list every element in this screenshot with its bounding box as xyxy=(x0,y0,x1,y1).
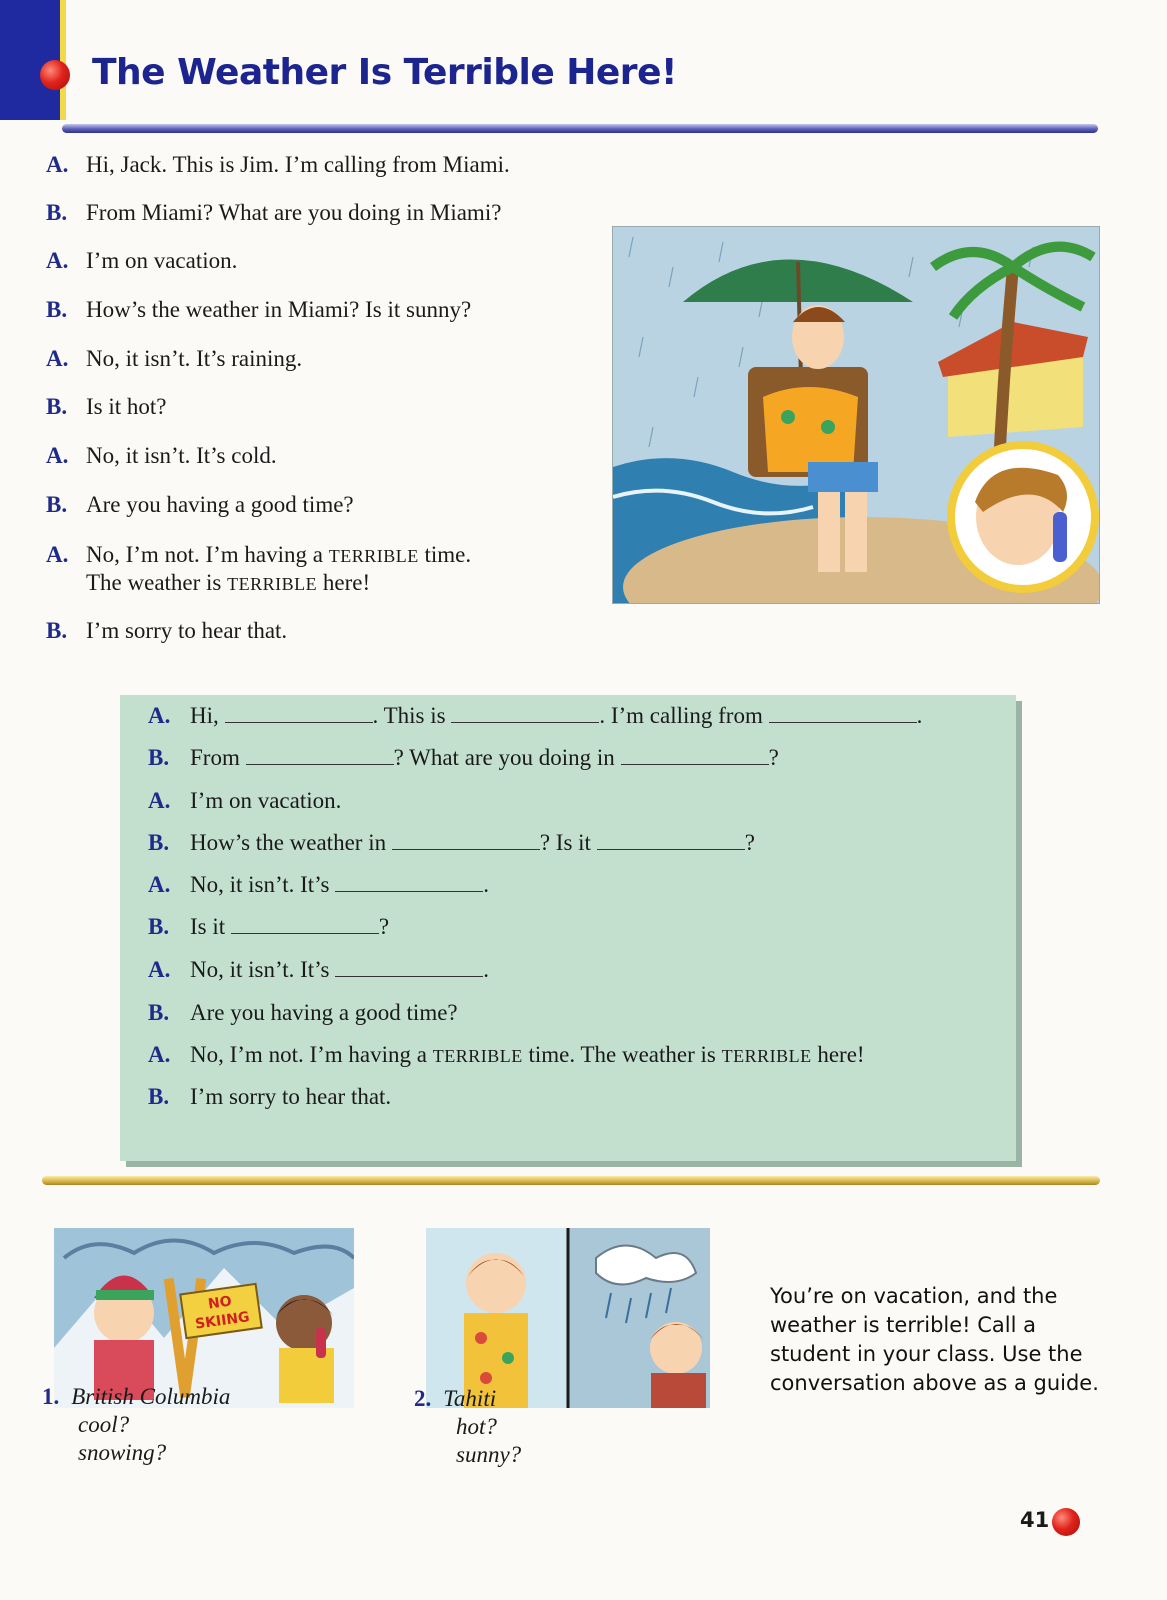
practice-line: B. Is it ? xyxy=(148,914,390,939)
practice-line: B. How’s the weather in ? Is it ? xyxy=(148,830,755,855)
title-divider xyxy=(62,124,1098,133)
blank-city[interactable] xyxy=(621,746,769,765)
beach-rain-illustration xyxy=(612,226,1100,604)
no-skiing-sign: NO SKIING xyxy=(179,1283,263,1339)
cue-2-question-1: hot? xyxy=(456,1414,497,1439)
cue-2: 2. Tahiti xyxy=(414,1386,497,1411)
practice-line: B. Are you having a good time? xyxy=(148,1000,458,1025)
practice-line: A. No, it isn’t. It’s . xyxy=(148,957,490,982)
blank-weather[interactable] xyxy=(597,831,745,850)
blank-weather[interactable] xyxy=(335,873,483,892)
dialogue-line: B. I’m sorry to hear that. xyxy=(46,618,288,643)
page-title: The Weather Is Terrible Here! xyxy=(92,52,677,93)
dialogue-line: B. Are you having a good time? xyxy=(46,492,354,517)
header-yellow-stripe xyxy=(60,0,66,120)
practice-line: A. Hi, . This is . I’m calling from . xyxy=(148,703,923,728)
practice-line: A. No, I’m not. I’m having a TERRIBLE time. The weather is TERRIBLE here! xyxy=(148,1042,865,1067)
page-number: 41 xyxy=(1020,1508,1050,1532)
blank-city[interactable] xyxy=(769,704,917,723)
activity-instructions: You’re on vacation, and the weather is terrible! Call a student in your class. Use the conversation above as a guide. xyxy=(770,1284,1099,1395)
blank-city[interactable] xyxy=(392,831,540,850)
practice-line: B. I’m sorry to hear that. xyxy=(148,1084,392,1109)
dialogue-line: A. No, I’m not. I’m having a TERRIBLE time. xyxy=(46,542,472,567)
dialogue-line: B. Is it hot? xyxy=(46,394,167,419)
blank-city[interactable] xyxy=(246,746,394,765)
dialogue-line-continued: The weather is TERRIBLE here! xyxy=(86,570,371,595)
dialogue-line: B. From Miami? What are you doing in Miami? xyxy=(46,200,502,225)
red-bullet-icon xyxy=(1052,1508,1080,1536)
blank-name[interactable] xyxy=(225,704,373,723)
dialogue-line: A. Hi, Jack. This is Jim. I’m calling from Miami. xyxy=(46,152,510,177)
cue-1-question-1: cool? xyxy=(78,1412,130,1437)
section-divider xyxy=(42,1176,1100,1185)
blank-weather[interactable] xyxy=(231,915,379,934)
blank-weather[interactable] xyxy=(335,958,483,977)
cue-1-question-2: snowing? xyxy=(78,1440,167,1465)
dialogue-line: A. No, it isn’t. It’s raining. xyxy=(46,346,303,371)
practice-line: A. I’m on vacation. xyxy=(148,788,342,813)
red-bullet-icon xyxy=(40,60,70,90)
dialogue-line: A. No, it isn’t. It’s cold. xyxy=(46,443,277,468)
practice-line: B. From ? What are you doing in ? xyxy=(148,745,779,770)
dialogue-line: B. How’s the weather in Miami? Is it sunny? xyxy=(46,297,472,322)
practice-line: A. No, it isn’t. It’s . xyxy=(148,872,490,897)
blank-name[interactable] xyxy=(451,704,599,723)
dialogue-line: A. I’m on vacation. xyxy=(46,248,238,273)
tahiti-illustration xyxy=(426,1228,710,1408)
cue-2-question-2: sunny? xyxy=(456,1442,522,1467)
cue-1: 1. British Columbia xyxy=(42,1384,231,1409)
